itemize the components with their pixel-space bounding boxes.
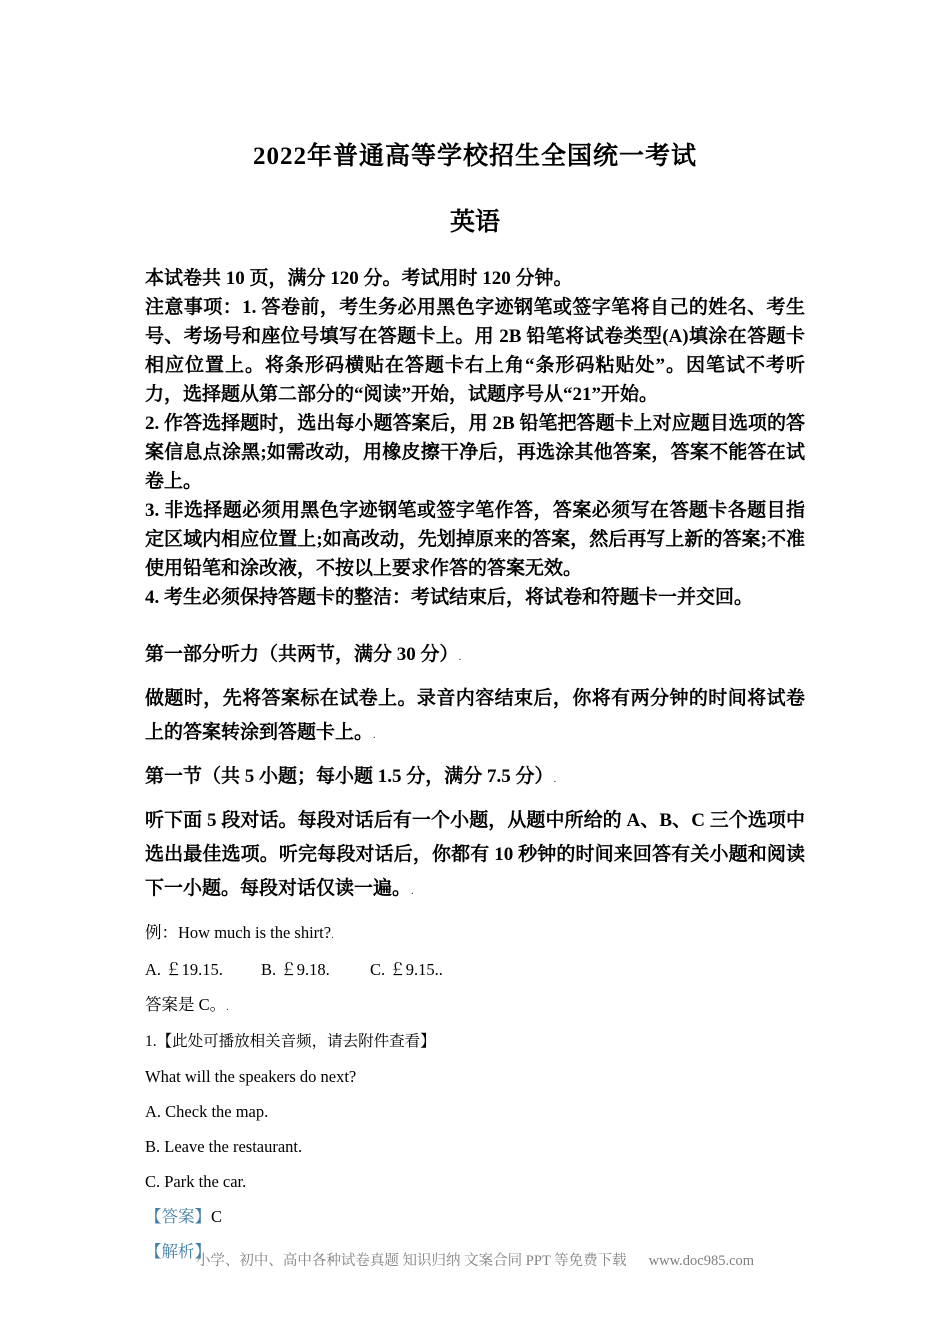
question1-option-c: C. Park the car.	[145, 1172, 247, 1191]
example-option-a: A. ￡19.15.	[145, 960, 223, 979]
example-option-b: B. ￡9.18.	[261, 960, 330, 979]
example-answer-text: 答案是 C。	[145, 995, 227, 1014]
example-prompt	[145, 924, 805, 944]
format-mark: .	[373, 729, 376, 741]
doc-title: 2022年普通高等学校招生全国统一考试	[252, 143, 697, 170]
answer-label: 【答案】	[145, 1207, 211, 1226]
question1-option-b: B. Leave the restaurant.	[145, 1137, 303, 1156]
example-and-question1	[145, 924, 805, 1261]
example-options-row	[145, 961, 805, 979]
format-mark: .	[553, 773, 557, 785]
format-mark: .	[411, 885, 414, 897]
question1-stem: What will the speakers do next?	[145, 1067, 357, 1086]
doc-subject: 英语	[449, 209, 500, 236]
notice-2: 2. 作答选择题时，选出每小题答案后，用 2B 铅笔把答题卡上对应题目选项的答案信息点涂黑;如需改动，用橡皮擦干净后，再选涂其他答案，答案不能答在试卷上。	[145, 413, 805, 492]
analysis-label: 【解析】	[145, 1242, 211, 1261]
part1-instruction	[145, 682, 805, 752]
format-mark: .	[331, 929, 334, 941]
question1-audio-note: 1.【此处可播放相关音频，请去附件查看】	[145, 1033, 436, 1050]
format-mark: .	[226, 1001, 229, 1013]
example-answer-note	[145, 996, 805, 1016]
notice-3: 3. 非选择题必须用黑色字迹钢笔或签字笔作答，答案必须写在答题卡各题目指定区域内相应位置上;如高改动，先划掉原来的答案，然后再写上新的答案;不准使用铅笔和涂改液，不按以上要求作答的答案无效。	[145, 500, 805, 579]
notice-1: 注意事项：1. 答卷前，考生务必用黑色字迹钢笔或签字笔将自己的姓名、考生号、考场号和座位号填写在答题卡上。用 2B 铅笔将试卷类型(A)填涂在答题卡相应位置上。将条形码横贴在答题卡右上角“条形码粘贴处”。因笔试不考听力，选择题从第二部分的“阅读”开始，试题序号从“21”开始。	[145, 297, 805, 405]
exam-summary: 本试卷共 10 页，满分 120 分。考试用时 120 分钟。	[145, 268, 573, 289]
part1-heading	[145, 638, 805, 674]
format-mark: .	[458, 651, 462, 663]
section1-heading-text: 第一节（共 5 小题；每小题 1.5 分，满分 7.5 分）	[145, 766, 554, 787]
notice-4: 4. 考生必须保持答题卡的整洁：考试结束后，将试卷和符题卡一并交回。	[145, 587, 754, 608]
example-option-c: C. ￡9.15..	[369, 960, 443, 979]
listening-section	[145, 638, 805, 908]
section1-heading	[145, 760, 805, 796]
question1-option-a: A. Check the map.	[145, 1102, 269, 1121]
part1-instruction-text: 做题时，先将答案标在试卷上。录音内容结束后，你将有两分钟的时间将试卷上的答案转涂到答题卡上。	[145, 688, 805, 743]
page-footer	[0, 1249, 950, 1270]
part1-heading-text: 第一部分听力（共两节，满分 30 分）	[145, 644, 459, 665]
answer-value: C	[211, 1207, 223, 1226]
footer-site-url: www.doc985.com	[648, 1253, 755, 1269]
section1-instruction-text: 听下面 5 段对话。每段对话后有一个小题，从题中所给的 A、B、C 三个选项中选出最佳选项。听完每段对话后，你都有 10 秒钟的时间来回答有关小题和阅读下一小题。每段对话仅读一遍。	[145, 810, 805, 899]
footer-promo-text: 小学、初中、高中各种试卷真题 知识归纳 文案合同 PPT 等免费下载	[195, 1253, 627, 1269]
section1-instruction	[145, 804, 805, 908]
example-prompt-text: 例：How much is the shirt?	[145, 923, 332, 942]
question1-answer-row	[145, 1208, 805, 1226]
